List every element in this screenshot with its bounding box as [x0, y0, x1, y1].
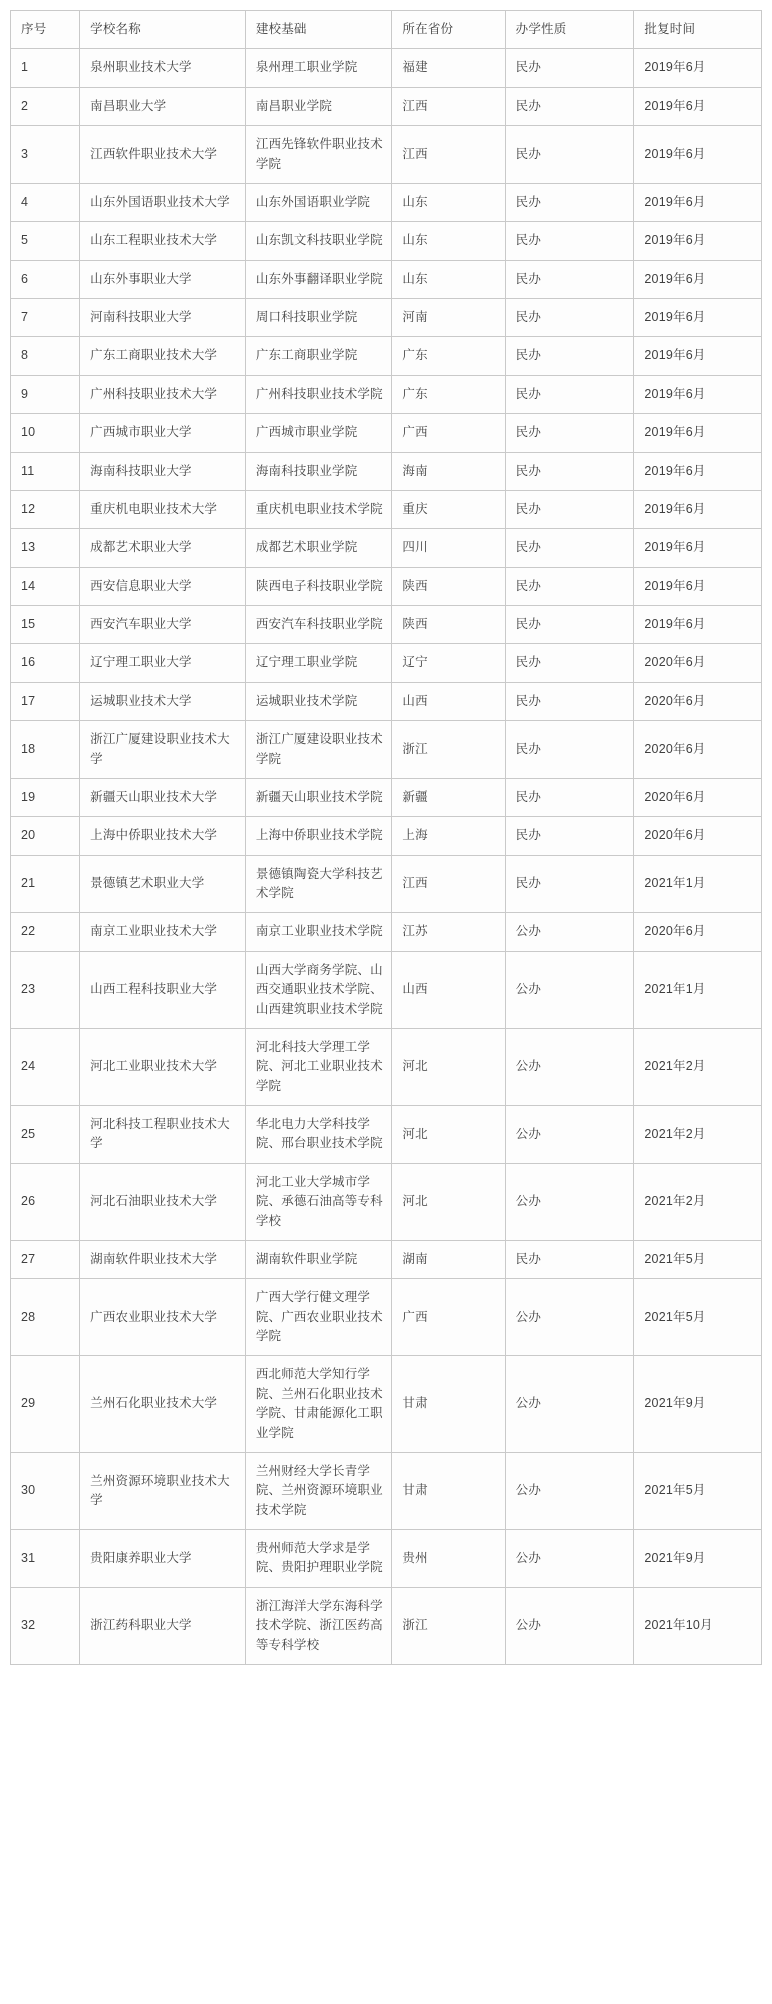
- cell-school-name: 西安汽车职业大学: [80, 606, 246, 644]
- cell-founding-basis: 贵州师范大学求是学院、贵阳护理职业学院: [245, 1530, 392, 1588]
- cell-province: 山西: [392, 951, 505, 1028]
- cell-province: 广东: [392, 375, 505, 413]
- cell-province: 上海: [392, 817, 505, 855]
- cell-school-name: 河北石油职业技术大学: [80, 1163, 246, 1240]
- cell-founding-basis: 广州科技职业技术学院: [245, 375, 392, 413]
- table-row: [11, 490, 762, 528]
- cell-nature: 民办: [505, 87, 634, 125]
- cell-nature: 民办: [505, 49, 634, 87]
- column-header-index: 序号: [11, 11, 80, 49]
- cell-province: 四川: [392, 529, 505, 567]
- cell-school-name: 山东外国语职业技术大学: [80, 183, 246, 221]
- cell-approval-date: 2020年6月: [634, 644, 762, 682]
- cell-school-name: 兰州资源环境职业技术大学: [80, 1452, 246, 1529]
- cell-school-name: 广西农业职业技术大学: [80, 1279, 246, 1356]
- table-row: [11, 721, 762, 779]
- cell-approval-date: 2019年6月: [634, 222, 762, 260]
- cell-school-name: 浙江广厦建设职业技术大学: [80, 721, 246, 779]
- cell-founding-basis: 运城职业技术学院: [245, 682, 392, 720]
- cell-approval-date: 2019年6月: [634, 490, 762, 528]
- cell-nature: 公办: [505, 951, 634, 1028]
- cell-province: 江西: [392, 126, 505, 184]
- cell-index: 11: [11, 452, 80, 490]
- cell-index: 29: [11, 1356, 80, 1453]
- cell-approval-date: 2021年5月: [634, 1452, 762, 1529]
- cell-school-name: 浙江药科职业大学: [80, 1587, 246, 1664]
- cell-nature: 民办: [505, 183, 634, 221]
- cell-nature: 民办: [505, 778, 634, 816]
- cell-index: 21: [11, 855, 80, 913]
- cell-nature: 公办: [505, 1587, 634, 1664]
- cell-founding-basis: 上海中侨职业技术学院: [245, 817, 392, 855]
- cell-province: 江西: [392, 855, 505, 913]
- cell-founding-basis: 周口科技职业学院: [245, 299, 392, 337]
- cell-approval-date: 2019年6月: [634, 260, 762, 298]
- cell-province: 河北: [392, 1106, 505, 1164]
- cell-index: 12: [11, 490, 80, 528]
- cell-founding-basis: 浙江海洋大学东海科学技术学院、浙江医药高等专科学校: [245, 1587, 392, 1664]
- table-row: [11, 375, 762, 413]
- cell-school-name: 山东工程职业技术大学: [80, 222, 246, 260]
- cell-index: 2: [11, 87, 80, 125]
- cell-index: 7: [11, 299, 80, 337]
- table-row: [11, 299, 762, 337]
- cell-index: 14: [11, 567, 80, 605]
- cell-index: 24: [11, 1028, 80, 1105]
- cell-index: 31: [11, 1530, 80, 1588]
- table-row: [11, 1028, 762, 1105]
- cell-province: 河北: [392, 1028, 505, 1105]
- cell-nature: 公办: [505, 1452, 634, 1529]
- cell-nature: 民办: [505, 644, 634, 682]
- cell-founding-basis: 山东外国语职业学院: [245, 183, 392, 221]
- cell-nature: 民办: [505, 414, 634, 452]
- table-row: [11, 1163, 762, 1240]
- cell-index: 18: [11, 721, 80, 779]
- cell-province: 湖南: [392, 1240, 505, 1278]
- cell-nature: 民办: [505, 567, 634, 605]
- cell-school-name: 山东外事职业大学: [80, 260, 246, 298]
- cell-founding-basis: 湖南软件职业学院: [245, 1240, 392, 1278]
- cell-founding-basis: 新疆天山职业技术学院: [245, 778, 392, 816]
- cell-index: 3: [11, 126, 80, 184]
- cell-index: 30: [11, 1452, 80, 1529]
- cell-index: 5: [11, 222, 80, 260]
- cell-nature: 民办: [505, 260, 634, 298]
- cell-school-name: 南昌职业大学: [80, 87, 246, 125]
- cell-approval-date: 2020年6月: [634, 778, 762, 816]
- cell-nature: 民办: [505, 721, 634, 779]
- cell-province: 贵州: [392, 1530, 505, 1588]
- cell-nature: 公办: [505, 913, 634, 951]
- cell-school-name: 河北工业职业技术大学: [80, 1028, 246, 1105]
- cell-approval-date: 2019年6月: [634, 337, 762, 375]
- table-row: [11, 452, 762, 490]
- cell-nature: 民办: [505, 817, 634, 855]
- table-row: [11, 913, 762, 951]
- cell-school-name: 成都艺术职业大学: [80, 529, 246, 567]
- column-header-school: 学校名称: [80, 11, 246, 49]
- cell-index: 16: [11, 644, 80, 682]
- cell-index: 9: [11, 375, 80, 413]
- cell-index: 10: [11, 414, 80, 452]
- cell-founding-basis: 华北电力大学科技学院、邢台职业技术学院: [245, 1106, 392, 1164]
- cell-approval-date: 2021年9月: [634, 1356, 762, 1453]
- cell-approval-date: 2021年2月: [634, 1163, 762, 1240]
- cell-founding-basis: 江西先锋软件职业技术学院: [245, 126, 392, 184]
- table-row: [11, 1356, 762, 1453]
- cell-index: 26: [11, 1163, 80, 1240]
- cell-index: 27: [11, 1240, 80, 1278]
- cell-school-name: 广西城市职业大学: [80, 414, 246, 452]
- cell-founding-basis: 山东凯文科技职业学院: [245, 222, 392, 260]
- cell-nature: 民办: [505, 126, 634, 184]
- cell-province: 福建: [392, 49, 505, 87]
- cell-province: 山东: [392, 260, 505, 298]
- table-row: [11, 644, 762, 682]
- cell-province: 山东: [392, 183, 505, 221]
- cell-school-name: 山西工程科技职业大学: [80, 951, 246, 1028]
- cell-index: 23: [11, 951, 80, 1028]
- cell-approval-date: 2020年6月: [634, 817, 762, 855]
- cell-school-name: 上海中侨职业技术大学: [80, 817, 246, 855]
- cell-province: 江西: [392, 87, 505, 125]
- cell-approval-date: 2021年1月: [634, 855, 762, 913]
- cell-approval-date: 2020年6月: [634, 682, 762, 720]
- cell-founding-basis: 广西大学行健文理学院、广西农业职业技术学院: [245, 1279, 392, 1356]
- cell-school-name: 景德镇艺术职业大学: [80, 855, 246, 913]
- table-row: [11, 337, 762, 375]
- cell-founding-basis: 景德镇陶瓷大学科技艺术学院: [245, 855, 392, 913]
- cell-school-name: 运城职业技术大学: [80, 682, 246, 720]
- cell-province: 广东: [392, 337, 505, 375]
- cell-school-name: 江西软件职业技术大学: [80, 126, 246, 184]
- cell-founding-basis: 海南科技职业学院: [245, 452, 392, 490]
- cell-approval-date: 2020年6月: [634, 721, 762, 779]
- cell-index: 8: [11, 337, 80, 375]
- table-row: [11, 1279, 762, 1356]
- table-row: [11, 1106, 762, 1164]
- cell-approval-date: 2019年6月: [634, 529, 762, 567]
- cell-index: 28: [11, 1279, 80, 1356]
- cell-index: 1: [11, 49, 80, 87]
- table-row: [11, 817, 762, 855]
- cell-founding-basis: 泉州理工职业学院: [245, 49, 392, 87]
- table-row: [11, 126, 762, 184]
- table-row: [11, 606, 762, 644]
- column-header-province: 所在省份: [392, 11, 505, 49]
- cell-founding-basis: 兰州财经大学长青学院、兰州资源环境职业技术学院: [245, 1452, 392, 1529]
- cell-approval-date: 2019年6月: [634, 414, 762, 452]
- table-row: [11, 855, 762, 913]
- cell-province: 甘肃: [392, 1356, 505, 1453]
- cell-founding-basis: 辽宁理工职业学院: [245, 644, 392, 682]
- cell-founding-basis: 河北工业大学城市学院、承德石油高等专科学校: [245, 1163, 392, 1240]
- cell-province: 广西: [392, 1279, 505, 1356]
- table-header-row: [11, 11, 762, 49]
- cell-index: 19: [11, 778, 80, 816]
- table-row: [11, 183, 762, 221]
- cell-founding-basis: 陕西电子科技职业学院: [245, 567, 392, 605]
- cell-nature: 民办: [505, 606, 634, 644]
- cell-province: 海南: [392, 452, 505, 490]
- table-row: [11, 682, 762, 720]
- table-body: [11, 49, 762, 1665]
- cell-school-name: 海南科技职业大学: [80, 452, 246, 490]
- cell-province: 甘肃: [392, 1452, 505, 1529]
- table-row: [11, 529, 762, 567]
- cell-founding-basis: 山西大学商务学院、山西交通职业技术学院、山西建筑职业技术学院: [245, 951, 392, 1028]
- cell-nature: 公办: [505, 1028, 634, 1105]
- cell-school-name: 重庆机电职业技术大学: [80, 490, 246, 528]
- cell-approval-date: 2021年10月: [634, 1587, 762, 1664]
- vocational-universities-table: [10, 10, 762, 1665]
- cell-nature: 民办: [505, 452, 634, 490]
- cell-province: 河南: [392, 299, 505, 337]
- cell-index: 13: [11, 529, 80, 567]
- cell-founding-basis: 西安汽车科技职业学院: [245, 606, 392, 644]
- cell-approval-date: 2021年5月: [634, 1240, 762, 1278]
- cell-approval-date: 2019年6月: [634, 567, 762, 605]
- cell-founding-basis: 广东工商职业学院: [245, 337, 392, 375]
- table-row: [11, 49, 762, 87]
- cell-province: 浙江: [392, 1587, 505, 1664]
- cell-approval-date: 2019年6月: [634, 299, 762, 337]
- cell-province: 陕西: [392, 606, 505, 644]
- cell-nature: 民办: [505, 299, 634, 337]
- cell-nature: 民办: [505, 222, 634, 260]
- cell-approval-date: 2019年6月: [634, 452, 762, 490]
- cell-school-name: 兰州石化职业技术大学: [80, 1356, 246, 1453]
- cell-founding-basis: 浙江广厦建设职业技术学院: [245, 721, 392, 779]
- cell-approval-date: 2019年6月: [634, 606, 762, 644]
- cell-nature: 公办: [505, 1530, 634, 1588]
- table-row: [11, 414, 762, 452]
- cell-province: 浙江: [392, 721, 505, 779]
- cell-founding-basis: 山东外事翻译职业学院: [245, 260, 392, 298]
- cell-school-name: 湖南软件职业技术大学: [80, 1240, 246, 1278]
- cell-nature: 民办: [505, 337, 634, 375]
- table-row: [11, 1452, 762, 1529]
- cell-school-name: 泉州职业技术大学: [80, 49, 246, 87]
- cell-index: 6: [11, 260, 80, 298]
- cell-founding-basis: 河北科技大学理工学院、河北工业职业技术学院: [245, 1028, 392, 1105]
- column-header-basis: 建校基础: [245, 11, 392, 49]
- cell-founding-basis: 成都艺术职业学院: [245, 529, 392, 567]
- cell-province: 新疆: [392, 778, 505, 816]
- cell-founding-basis: 重庆机电职业技术学院: [245, 490, 392, 528]
- cell-province: 山东: [392, 222, 505, 260]
- cell-approval-date: 2020年6月: [634, 913, 762, 951]
- cell-index: 20: [11, 817, 80, 855]
- cell-province: 辽宁: [392, 644, 505, 682]
- cell-school-name: 广州科技职业技术大学: [80, 375, 246, 413]
- cell-school-name: 河北科技工程职业技术大学: [80, 1106, 246, 1164]
- cell-nature: 公办: [505, 1356, 634, 1453]
- column-header-nature: 办学性质: [505, 11, 634, 49]
- cell-province: 山西: [392, 682, 505, 720]
- cell-approval-date: 2019年6月: [634, 126, 762, 184]
- cell-index: 32: [11, 1587, 80, 1664]
- cell-school-name: 南京工业职业技术大学: [80, 913, 246, 951]
- cell-nature: 民办: [505, 855, 634, 913]
- cell-province: 江苏: [392, 913, 505, 951]
- table-header: [11, 11, 762, 49]
- cell-province: 河北: [392, 1163, 505, 1240]
- cell-approval-date: 2021年5月: [634, 1279, 762, 1356]
- cell-nature: 公办: [505, 1163, 634, 1240]
- cell-school-name: 河南科技职业大学: [80, 299, 246, 337]
- cell-approval-date: 2021年1月: [634, 951, 762, 1028]
- cell-index: 25: [11, 1106, 80, 1164]
- cell-approval-date: 2021年2月: [634, 1028, 762, 1105]
- cell-school-name: 广东工商职业技术大学: [80, 337, 246, 375]
- cell-nature: 民办: [505, 529, 634, 567]
- cell-nature: 民办: [505, 375, 634, 413]
- table-row: [11, 1530, 762, 1588]
- cell-school-name: 贵阳康养职业大学: [80, 1530, 246, 1588]
- table-row: [11, 778, 762, 816]
- cell-nature: 民办: [505, 1240, 634, 1278]
- cell-founding-basis: 西北师范大学知行学院、兰州石化职业技术学院、甘肃能源化工职业学院: [245, 1356, 392, 1453]
- cell-founding-basis: 南京工业职业技术学院: [245, 913, 392, 951]
- cell-founding-basis: 南昌职业学院: [245, 87, 392, 125]
- cell-school-name: 西安信息职业大学: [80, 567, 246, 605]
- cell-approval-date: 2021年2月: [634, 1106, 762, 1164]
- table-row: [11, 1587, 762, 1664]
- cell-nature: 公办: [505, 1279, 634, 1356]
- cell-province: 陕西: [392, 567, 505, 605]
- table-row: [11, 1240, 762, 1278]
- cell-province: 广西: [392, 414, 505, 452]
- cell-school-name: 辽宁理工职业大学: [80, 644, 246, 682]
- table-row: [11, 222, 762, 260]
- cell-approval-date: 2019年6月: [634, 183, 762, 221]
- table-row: [11, 567, 762, 605]
- cell-nature: 民办: [505, 490, 634, 528]
- column-header-approval: 批复时间: [634, 11, 762, 49]
- cell-index: 22: [11, 913, 80, 951]
- cell-index: 15: [11, 606, 80, 644]
- table-row: [11, 87, 762, 125]
- table-row: [11, 260, 762, 298]
- cell-approval-date: 2021年9月: [634, 1530, 762, 1588]
- cell-approval-date: 2019年6月: [634, 49, 762, 87]
- cell-nature: 公办: [505, 1106, 634, 1164]
- cell-school-name: 新疆天山职业技术大学: [80, 778, 246, 816]
- cell-index: 17: [11, 682, 80, 720]
- cell-province: 重庆: [392, 490, 505, 528]
- table-row: [11, 951, 762, 1028]
- cell-founding-basis: 广西城市职业学院: [245, 414, 392, 452]
- cell-index: 4: [11, 183, 80, 221]
- cell-approval-date: 2019年6月: [634, 87, 762, 125]
- cell-approval-date: 2019年6月: [634, 375, 762, 413]
- cell-nature: 民办: [505, 682, 634, 720]
